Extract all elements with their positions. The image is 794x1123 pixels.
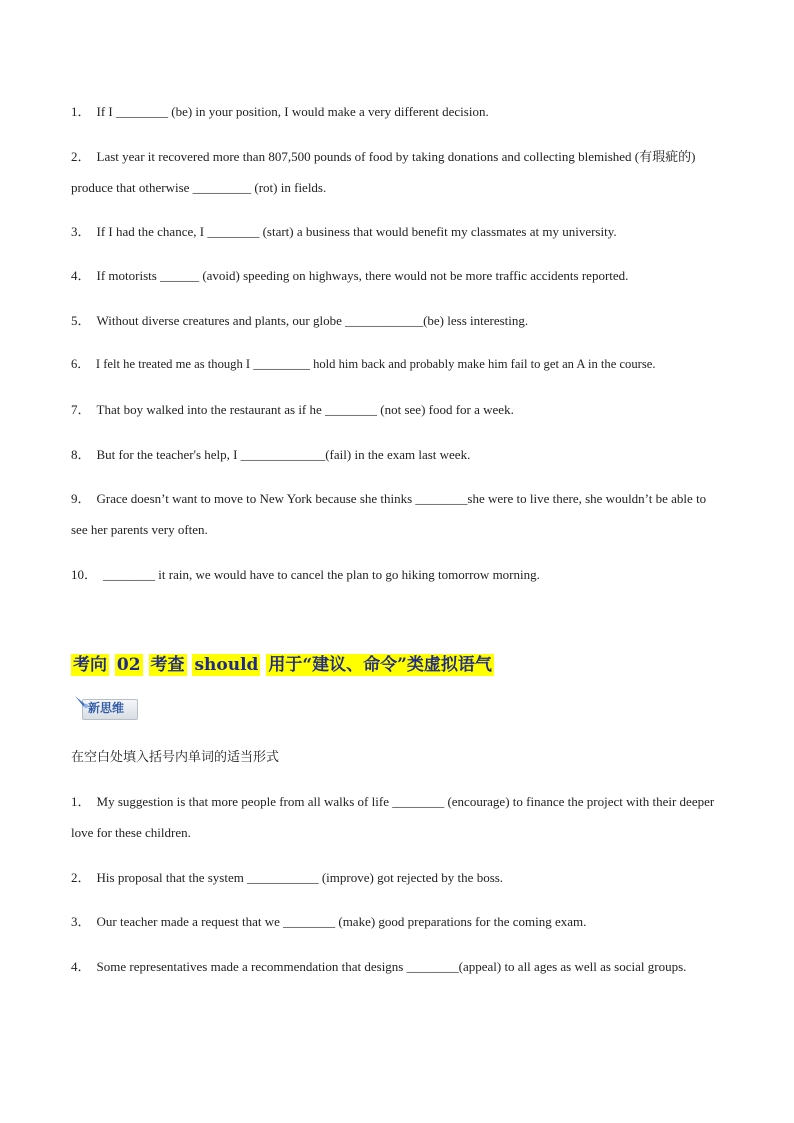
- heading-part-5: 用于“建议、命令”类虚拟语气: [268, 655, 492, 675]
- heading-part-1: 考向: [73, 655, 107, 675]
- question-s2-4: 4． Some representatives made a recommendation that designs ________(appeal) to all ages as well as social groups.: [71, 959, 687, 974]
- question-1: 1． If I ________ (be) in your position, I would make a very different decision.: [71, 104, 489, 119]
- question-s2-1: 1． My suggestion is that more people from all walks of life ________ (encourage) to finance the project with their deeper love for these children.: [71, 794, 715, 840]
- new-thinking-badge: [74, 694, 138, 720]
- question-7: 7． That boy walked into the restaurant as if he ________ (not see) food for a week.: [71, 402, 514, 417]
- question-3: 3． If I had the chance, I ________ (start) a business that would benefit my classmates at my university.: [71, 224, 617, 239]
- question-s2-3: 3． Our teacher made a request that we ________ (make) good preparations for the coming exam.: [71, 914, 587, 929]
- heading-part-2: 02: [116, 655, 141, 675]
- heading-part-4: should: [194, 655, 259, 675]
- question-8: 8． But for the teacher's help, I _____________(fail) in the exam last week.: [71, 447, 471, 462]
- question-5: 5． Without diverse creatures and plants, our globe ____________(be) less interesting.: [71, 313, 529, 328]
- question-10: 10． ________ it rain, we would have to cancel the plan to go hiking tomorrow morning.: [71, 567, 540, 582]
- pencil-icon: [74, 694, 90, 710]
- question-s2-2: 2． His proposal that the system ___________ (improve) got rejected by the boss.: [71, 870, 504, 885]
- instruction-text: 在空白处填入括号内单词的适当形式: [71, 750, 280, 765]
- question-4: 4． If motorists ______ (avoid) speeding on highways, there would not be more traffic accidents reported.: [71, 268, 629, 283]
- question-9: 9． Grace doesn’t want to move to New York because she thinks ________she were to live there, she wouldn’t be able to see her parents very often.: [71, 491, 707, 537]
- question-6: 6． I felt he treated me as though I _________ hold him back and probably make him fail to get an A in the course.: [71, 357, 656, 371]
- section-heading: [71, 652, 494, 678]
- heading-part-3: 考查: [150, 655, 185, 675]
- badge-label: 新思维: [88, 701, 125, 715]
- question-2: 2． Last year it recovered more than 807,500 pounds of food by taking donations and collecting blemished (有瑕疵的) produce that otherwise _________ (rot) in fields.: [71, 149, 696, 195]
